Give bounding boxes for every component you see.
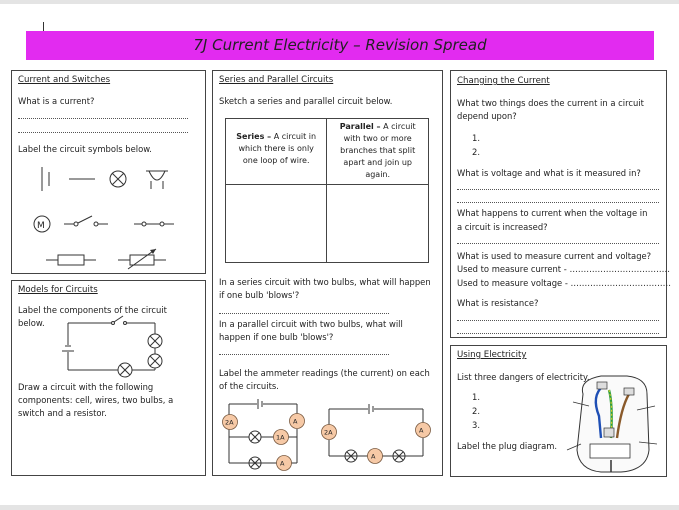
question-text: components: cell, wires, two bulbs, a [18,395,174,405]
question-text: What two things does the current in a circuit [457,98,644,108]
cable-grip [590,444,630,458]
question-text: Used to measure current - ……………………………… [457,264,670,274]
fuse [604,428,614,437]
question-text: Sketch a series and parallel circuit below. [219,96,393,106]
answer-line[interactable] [457,243,659,244]
models-panel [11,280,206,476]
parallel-term: Parallel – [339,122,381,131]
question-text: What is a current? [18,96,95,106]
question-text: Label the plug diagram. [457,441,558,451]
bottom-border [0,505,679,510]
ammeter-a4-label: A [280,459,285,468]
svg-text:M: M [37,221,45,231]
question-text: What happens to current when the voltage in [457,208,648,218]
current-switches-panel [11,70,206,274]
buzzer-symbol [146,171,168,180]
question-text: Draw a circuit with the following [18,382,154,392]
answer-number: 2. [472,406,480,416]
question-text: Label the ammeter readings (the current) on each [219,368,430,378]
question-text: happen if one bulb 'blows'? [219,332,334,342]
parallel-def-text: apart and join up [343,158,412,167]
ammeter-circuits-diagram [213,71,444,477]
parallel-def-text: A circuit [383,122,416,131]
question-text: Label the components of the circuit [18,305,167,315]
question-text: of the circuits. [219,381,279,391]
answer-line[interactable] [457,189,659,190]
circuit-symbols-diagram [12,71,207,275]
answer-number: 3. [472,420,480,430]
top-border [0,0,679,4]
question-text: What is voltage and what is it measured in? [457,168,641,178]
using-electricity-panel [450,345,667,477]
question-text: switch and a resistor. [18,408,107,418]
answer-number: 1. [472,392,480,402]
answer-line[interactable] [457,202,659,203]
answer-line[interactable] [457,333,659,334]
question-text: depend upon? [457,111,517,121]
panel-heading: Series and Parallel Circuits [219,75,334,85]
series-def-text: which there is only [238,144,314,153]
panel-heading: Current and Switches [18,75,111,85]
ammeter-a6-label: A [419,426,424,435]
parallel-def-text: again. [365,170,391,179]
answer-number: 1. [472,133,480,143]
question-text: if one bulb 'blows'? [219,290,300,300]
question-text: What is used to measure current and voltage? [457,251,652,261]
ammeter-a5-label: 2A [324,428,333,437]
answer-number: 2. [472,147,480,157]
question-text: Label the circuit symbols below. [18,144,152,154]
question-text: In a series circuit with two bulbs, what will happen [219,277,431,287]
ammeter-a2-label: A [293,417,298,426]
circuit-to-label-diagram [12,281,207,477]
series-def-text: one loop of wire. [242,156,310,165]
question-text: List three dangers of electricity. [457,372,590,382]
parallel-def-text: branches that split [340,146,416,155]
panel-heading: Changing the Current [457,76,550,86]
question-text: below. [18,318,45,328]
question-text: What is resistance? [457,298,539,308]
question-text: Used to measure voltage - ……………………………… [457,278,672,288]
series-term: Series – [236,132,272,141]
ammeter-a1-label: 2A [225,418,234,427]
question-text: In a parallel circuit with two bulbs, what will [219,319,403,329]
parallel-def-text: with two or more [343,134,412,143]
answer-line[interactable] [457,320,659,321]
panel-heading: Models for Circuits [18,285,98,295]
ammeter-a7-label: A [371,452,376,461]
question-text: a circuit is increased? [457,222,548,232]
page-title: 7J Current Electricity – Revision Spread [26,31,654,60]
series-parallel-panel [212,70,443,476]
changing-current-panel [450,70,672,338]
ammeter-a3-label: 1A [276,433,285,442]
panel-heading: Using Electricity [457,350,527,360]
series-def-text: A circuit in [273,132,317,141]
plug-diagram [451,346,668,478]
